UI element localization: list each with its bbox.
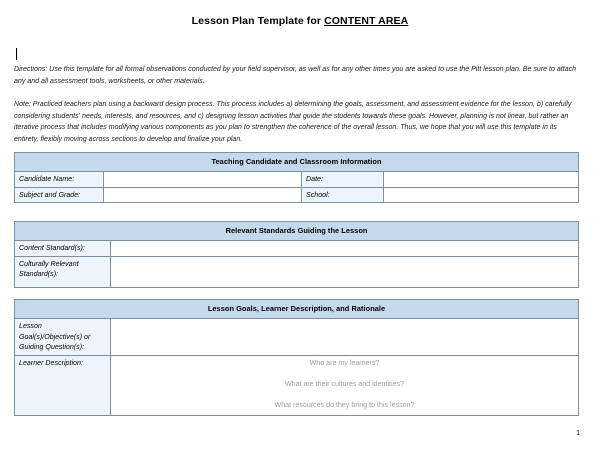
- school-field[interactable]: [384, 187, 579, 202]
- table-row: [15, 187, 579, 202]
- subject-and-grade-label: Subject and Grade:: [15, 187, 104, 202]
- page-title-prefix: Lesson Plan Template for: [191, 15, 325, 27]
- table-header-row: [15, 300, 579, 319]
- learner-description-field[interactable]: [111, 355, 579, 415]
- learner-description-label: Learner Description:: [15, 355, 111, 415]
- table-row: [15, 241, 579, 256]
- lesson-goals-label: Lesson Goal(s)/Objective(s) or Guiding Question(s):: [15, 319, 111, 355]
- table-row: [15, 256, 579, 287]
- note-paragraph: Note: Practiced teachers plan using a backward design process. This process includes a) determining the goals, assessment, and assessment evidence for the lesson, b) carefully considering students' needs, interests, and resources, and c) designing lesson activities that guide the students towards these goals. However, planning is not linear, but rather an iterative process that includes modifying various components as you plan to strengthen the coherence of the overall lesson. Thus, we hope that you will use this template in its entirety, flexibly moving across sections to develop and finalize your plan.: [14, 101, 572, 143]
- table-header-goals: Lesson Goals, Learner Description, and Rationale: [15, 300, 579, 319]
- teaching-candidate-information-table: [14, 152, 579, 203]
- date-field[interactable]: [384, 172, 579, 187]
- learner-prompt-1: Who are my learners?: [309, 358, 380, 367]
- text-caret: [16, 48, 17, 60]
- page-title-emphasis: CONTENT AREA: [324, 15, 409, 27]
- table-header-standards: Relevant Standards Guiding the Lesson: [15, 222, 579, 241]
- school-label: School:: [302, 187, 384, 202]
- table-header-info: Teaching Candidate and Classroom Information: [15, 153, 579, 172]
- learner-prompt-2: What are their cultures and identities?: [284, 380, 405, 389]
- directions-paragraph: Directions: Use this template for all formal observations conducted by your field supervisor, as well as for any other times you are asked to use the Pitt lesson plan. Be sure to attach any and all assessment tools, worksheets, or other materials.: [14, 66, 577, 85]
- table-row: [15, 319, 579, 355]
- content-standards-field[interactable]: [111, 241, 579, 256]
- candidate-name-label: Candidate Name:: [15, 172, 104, 187]
- relevant-standards-table: [14, 221, 579, 288]
- table-header-row: [15, 153, 579, 172]
- culturally-relevant-standards-field[interactable]: [111, 256, 579, 287]
- date-label: Date:: [302, 172, 384, 187]
- lesson-goals-field[interactable]: [111, 319, 579, 355]
- table-row: [15, 355, 579, 415]
- page-number: 1: [576, 430, 580, 437]
- culturally-relevant-standards-label: Culturally Relevant Standard(s):: [15, 256, 111, 287]
- subject-and-grade-field[interactable]: [104, 187, 302, 202]
- candidate-name-field[interactable]: [104, 172, 302, 187]
- content-standards-label: Content Standard(s):: [15, 241, 111, 256]
- table-header-row: [15, 222, 579, 241]
- page-title: [0, 15, 600, 27]
- lesson-goals-table: [14, 299, 579, 416]
- learner-prompt-3: What resources do they bring to this lesson?: [274, 401, 415, 410]
- table-row: [15, 172, 579, 187]
